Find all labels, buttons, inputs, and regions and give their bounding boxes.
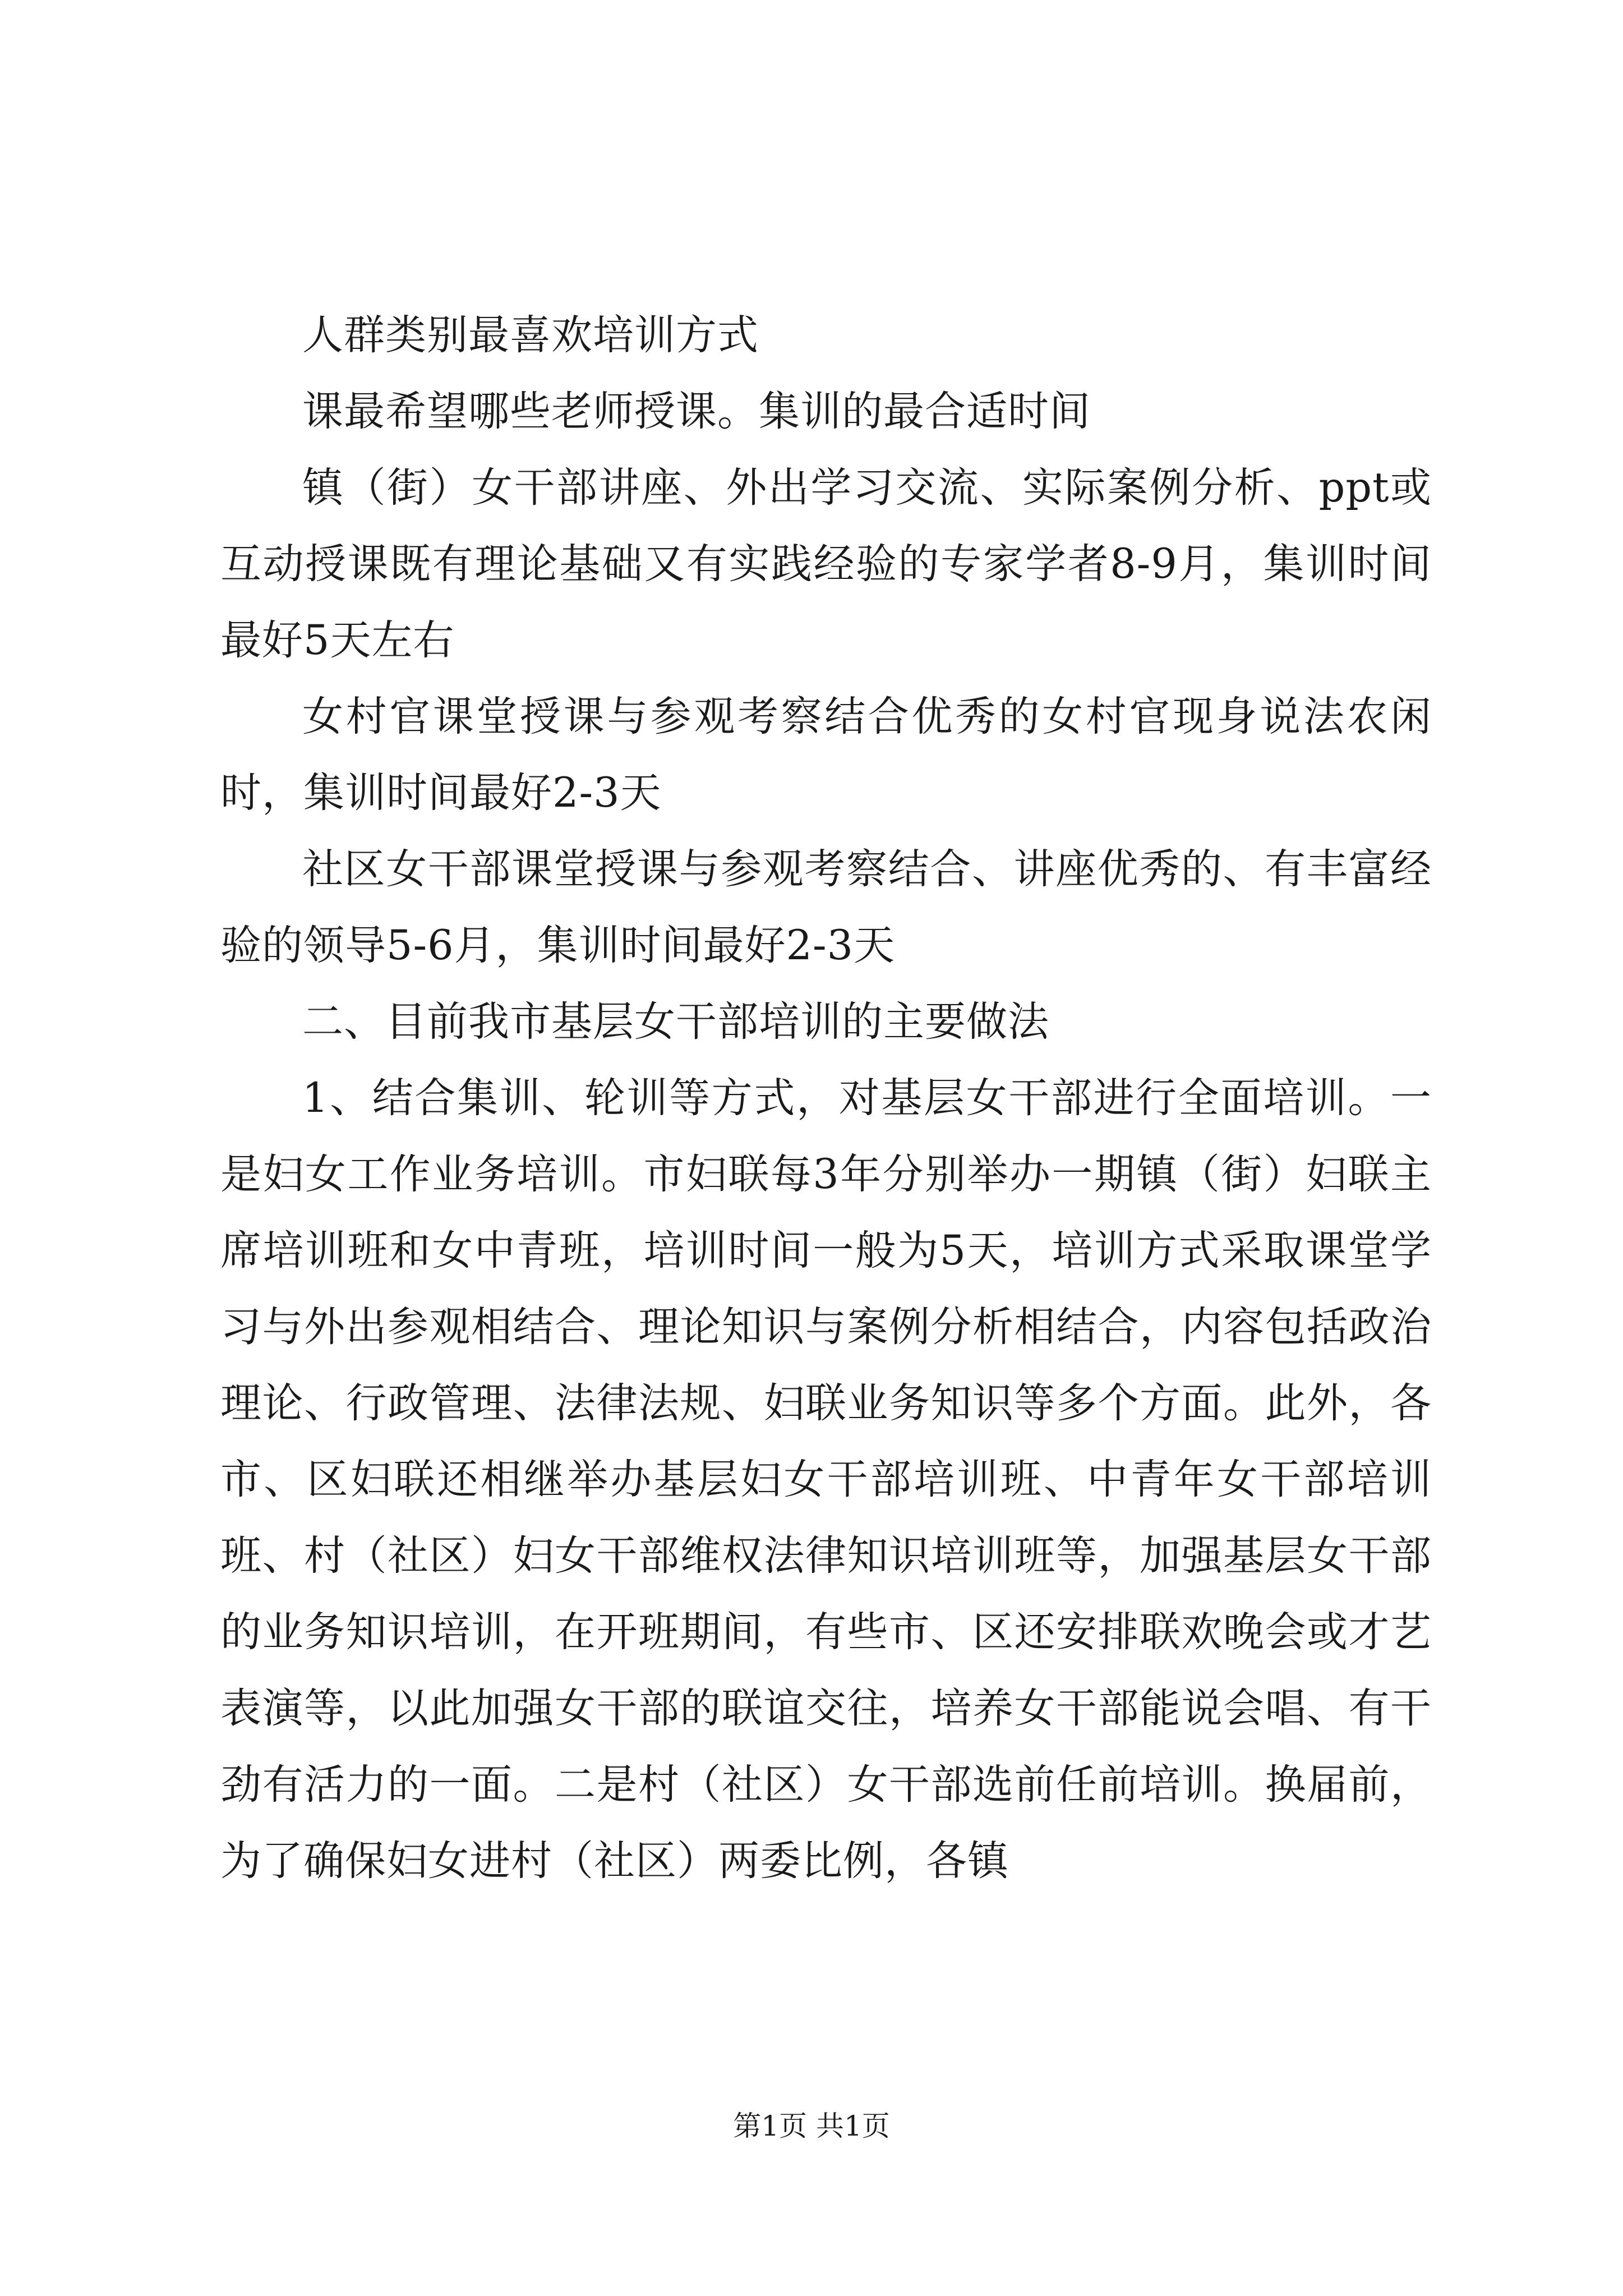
paragraph-3: 镇（街）女干部讲座、外出学习交流、实际案例分析、ppt或互动授课既有理论基础又有实践经验的专家学者8-9月，集训时间最好5天左右 xyxy=(220,464,1432,664)
document-body xyxy=(220,297,1432,1899)
paragraph-2: 课最希望哪些老师授课。集训的最合适时间 xyxy=(302,388,1091,435)
paragraph-7: 1、结合集训、轮训等方式，对基层女干部进行全面培训。一是妇女工作业务培训。市妇联每3年分别举办一期镇（街）妇联主席培训班和女中青班，培训时间一般为5天，培训方式采取课堂学习与外出参观相结合、理论知识与案例分析相结合，内容包括政治理论、行政管理、法律法规、妇联业务知识等多个方面。此外，各市、区妇联还相继举办基层妇女干部培训班、中青年女干部培训班、村（社区）妇女干部维权法律知识培训班等，加强基层女干部的业务知识培训，在开班期间，有些市、区还安排联欢晚会或才艺表演等，以此加强女干部的联谊交往，培养女干部能说会唱、有干劲有活力的一面。二是村（社区）女干部选前任前培训。换届前，为了确保妇女进村（社区）两委比例，各镇 xyxy=(220,1074,1432,1885)
paragraph-5: 社区女干部课堂授课与参观考察结合、讲座优秀的、有丰富经验的领导5-6月，集训时间最好2-3天 xyxy=(220,845,1432,969)
paragraph-4: 女村官课堂授课与参观考察结合优秀的女村官现身说法农闲时，集训时间最好2-3天 xyxy=(220,693,1432,817)
paragraph-1: 人群类别最喜欢培训方式 xyxy=(302,311,759,359)
section-heading: 二、目前我市基层女干部培训的主要做法 xyxy=(302,998,1049,1046)
page-footer: 第1页 共1页 xyxy=(733,2110,890,2142)
